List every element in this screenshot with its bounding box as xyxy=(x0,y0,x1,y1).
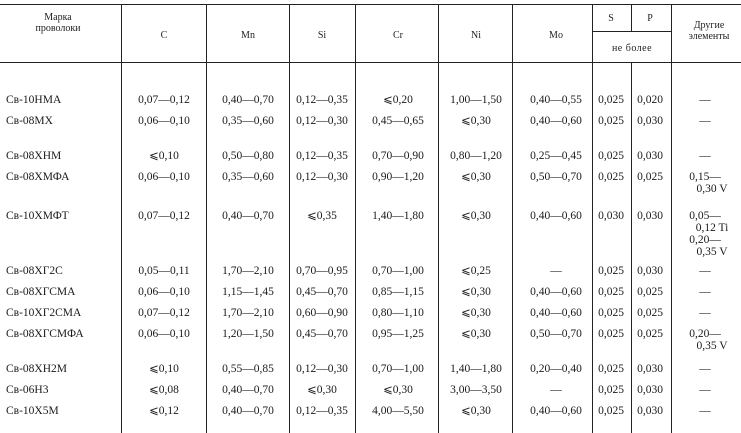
cell-mo: 0,50—0,70 xyxy=(530,328,582,340)
row-grade: Св-08МХ xyxy=(6,115,53,127)
cell-mn: 0,35—0,60 xyxy=(222,171,274,183)
cell-c: 0,06—0,10 xyxy=(138,286,190,298)
cell-cr: 0,45—0,65 xyxy=(372,115,424,127)
top-rule xyxy=(0,4,741,5)
cell-c: ⩽0,10 xyxy=(149,150,179,162)
cell-ni: ⩽0,30 xyxy=(461,328,491,340)
cell-cr: 0,70—0,90 xyxy=(372,150,424,162)
cell-p: 0,025 xyxy=(637,307,663,319)
cell-p: 0,030 xyxy=(637,384,663,396)
col-divider-c xyxy=(121,4,122,433)
cell-other: 0,35 V xyxy=(696,246,728,258)
cell-s: 0,030 xyxy=(598,210,624,222)
col-divider-ni xyxy=(438,4,439,433)
cell-mo: 0,40—0,60 xyxy=(530,286,582,298)
header-max-note: не более xyxy=(611,43,653,54)
cell-si: 0,60—0,90 xyxy=(296,307,348,319)
row-grade: Св-10ХГ2СМА xyxy=(6,307,82,319)
cell-mn: 0,55—0,85 xyxy=(222,363,274,375)
cell-s: 0,025 xyxy=(598,363,624,375)
cell-si: 0,12—0,35 xyxy=(296,150,348,162)
cell-other: — xyxy=(699,150,711,162)
cell-s: 0,025 xyxy=(598,171,624,183)
cell-ni: 1,40—1,80 xyxy=(450,363,502,375)
row-grade: Св-08ХГСМА xyxy=(6,286,76,298)
header-other-line1: Другие xyxy=(693,20,725,31)
cell-s: 0,025 xyxy=(598,94,624,106)
cell-other: — xyxy=(699,384,711,396)
cell-other: — xyxy=(699,307,711,319)
header-p: P xyxy=(647,13,653,24)
cell-mo: 0,40—0,55 xyxy=(530,94,582,106)
header-mo: Mo xyxy=(549,30,563,41)
cell-ni: 3,00—3,50 xyxy=(450,384,502,396)
header-grade-line1: Марка xyxy=(44,12,72,23)
cell-c: ⩽0,12 xyxy=(149,405,179,417)
cell-mo: 0,40—0,60 xyxy=(530,405,582,417)
cell-p: 0,025 xyxy=(637,328,663,340)
cell-ni: ⩽0,25 xyxy=(461,265,491,277)
cell-s: 0,025 xyxy=(598,384,624,396)
col-divider-cr xyxy=(355,4,356,433)
col-divider-other xyxy=(671,4,672,433)
header-c: C xyxy=(160,30,168,41)
cell-other: 0,30 V xyxy=(696,183,728,195)
col-divider-s xyxy=(592,4,593,433)
cell-si: 0,12—0,35 xyxy=(296,405,348,417)
cell-s: 0,025 xyxy=(598,286,624,298)
cell-other: — xyxy=(699,265,711,277)
cell-ni: ⩽0,30 xyxy=(461,115,491,127)
row-grade: Св-08ХНМ xyxy=(6,150,62,162)
header-other-line2: элементы xyxy=(688,31,730,42)
cell-cr: 0,90—1,20 xyxy=(372,171,424,183)
header-grade-line2: проволоки xyxy=(35,23,81,34)
cell-mo: 0,40—0,60 xyxy=(530,307,582,319)
cell-mo: 0,25—0,45 xyxy=(530,150,582,162)
cell-mn: 1,70—2,10 xyxy=(222,265,274,277)
cell-si: 0,45—0,70 xyxy=(296,328,348,340)
cell-mo: — xyxy=(550,384,562,396)
cell-ni: ⩽0,30 xyxy=(461,405,491,417)
cell-mo: 0,40—0,60 xyxy=(530,115,582,127)
row-grade: Св-10НМА xyxy=(6,94,62,106)
row-grade: Св-06Н3 xyxy=(6,384,49,396)
cell-p: 0,020 xyxy=(637,94,663,106)
cell-mn: 0,35—0,60 xyxy=(222,115,274,127)
cell-c: 0,06—0,10 xyxy=(138,171,190,183)
cell-p: 0,030 xyxy=(637,150,663,162)
cell-p: 0,030 xyxy=(637,210,663,222)
cell-ni: 0,80—1,20 xyxy=(450,150,502,162)
cell-cr: 0,80—1,10 xyxy=(372,307,424,319)
cell-c: 0,06—0,10 xyxy=(138,328,190,340)
cell-other: 0,12 Ti xyxy=(695,222,729,234)
cell-s: 0,025 xyxy=(598,307,624,319)
cell-cr: ⩽0,30 xyxy=(383,384,413,396)
cell-c: 0,07—0,12 xyxy=(138,94,190,106)
cell-si: 0,70—0,95 xyxy=(296,265,348,277)
cell-s: 0,025 xyxy=(598,265,624,277)
col-divider-mo xyxy=(512,4,513,433)
row-grade: Св-08ХМФА xyxy=(6,171,70,183)
cell-mn: 1,20—1,50 xyxy=(222,328,274,340)
cell-mn: 1,15—1,45 xyxy=(222,286,274,298)
cell-other: — xyxy=(699,405,711,417)
cell-mn: 0,40—0,70 xyxy=(222,94,274,106)
cell-p: 0,025 xyxy=(637,171,663,183)
cell-mn: 0,40—0,70 xyxy=(222,405,274,417)
cell-s: 0,025 xyxy=(598,150,624,162)
col-divider-mn xyxy=(206,4,207,433)
cell-mn: 1,70—2,10 xyxy=(222,307,274,319)
row-grade: Св-10ХМФТ xyxy=(6,210,69,222)
cell-cr: ⩽0,20 xyxy=(383,94,413,106)
cell-ni: ⩽0,30 xyxy=(461,286,491,298)
header-cr: Cr xyxy=(393,30,403,41)
cell-mo: 0,40—0,60 xyxy=(530,210,582,222)
cell-c: ⩽0,08 xyxy=(149,384,179,396)
cell-other: 0,20— xyxy=(689,328,721,340)
cell-si: ⩽0,35 xyxy=(307,210,337,222)
cell-c: 0,07—0,12 xyxy=(138,210,190,222)
col-divider-si xyxy=(289,4,290,433)
col-divider-p xyxy=(631,62,632,433)
cell-s: 0,025 xyxy=(598,328,624,340)
cell-p: 0,030 xyxy=(637,265,663,277)
cell-cr: 4,00—5,50 xyxy=(372,405,424,417)
col-divider-p-top xyxy=(631,4,632,31)
cell-si: 0,45—0,70 xyxy=(296,286,348,298)
row-grade: Св-08ХГСМФА xyxy=(6,328,84,340)
cell-mo: — xyxy=(550,265,562,277)
cell-mo: 0,50—0,70 xyxy=(530,171,582,183)
cell-p: 0,030 xyxy=(637,405,663,417)
cell-s: 0,025 xyxy=(598,405,624,417)
cell-mo: 0,20—0,40 xyxy=(530,363,582,375)
row-grade: Св-08ХН2М xyxy=(6,363,68,375)
sp-divider-rule xyxy=(592,31,671,32)
cell-ni: 1,00—1,50 xyxy=(450,94,502,106)
row-grade: Св-10Х5М xyxy=(6,405,59,417)
cell-si: ⩽0,30 xyxy=(307,384,337,396)
cell-c: 0,06—0,10 xyxy=(138,115,190,127)
cell-c: 0,05—0,11 xyxy=(138,265,190,277)
cell-p: 0,030 xyxy=(637,363,663,375)
cell-other: 0,35 V xyxy=(696,340,728,352)
cell-cr: 0,85—1,15 xyxy=(372,286,424,298)
cell-other: 0,20— xyxy=(689,234,721,246)
header-ni: Ni xyxy=(471,30,481,41)
cell-ni: ⩽0,30 xyxy=(461,307,491,319)
cell-other: — xyxy=(699,94,711,106)
cell-mn: 0,40—0,70 xyxy=(222,210,274,222)
header-s: S xyxy=(608,13,614,24)
cell-ni: ⩽0,30 xyxy=(461,171,491,183)
header-bottom-rule xyxy=(0,62,741,63)
cell-si: 0,12—0,30 xyxy=(296,363,348,375)
cell-other: — xyxy=(699,363,711,375)
cell-c: 0,07—0,12 xyxy=(138,307,190,319)
cell-si: 0,12—0,30 xyxy=(296,115,348,127)
cell-cr: 1,40—1,80 xyxy=(372,210,424,222)
cell-other: — xyxy=(699,286,711,298)
cell-other: — xyxy=(699,115,711,127)
cell-si: 0,12—0,35 xyxy=(296,94,348,106)
cell-si: 0,12—0,30 xyxy=(296,171,348,183)
cell-cr: 0,70—1,00 xyxy=(372,363,424,375)
cell-cr: 0,95—1,25 xyxy=(372,328,424,340)
header-mn: Mn xyxy=(241,30,255,41)
cell-mn: 0,40—0,70 xyxy=(222,384,274,396)
row-grade: Св-08ХГ2С xyxy=(6,265,63,277)
cell-ni: ⩽0,30 xyxy=(461,210,491,222)
cell-p: 0,030 xyxy=(637,115,663,127)
cell-other: 0,05— xyxy=(689,210,721,222)
header-si: Si xyxy=(317,30,327,41)
cell-cr: 0,70—1,00 xyxy=(372,265,424,277)
cell-s: 0,025 xyxy=(598,115,624,127)
cell-c: ⩽0,10 xyxy=(149,363,179,375)
cell-p: 0,025 xyxy=(637,286,663,298)
cell-other: 0,15— xyxy=(689,171,721,183)
cell-mn: 0,50—0,80 xyxy=(222,150,274,162)
